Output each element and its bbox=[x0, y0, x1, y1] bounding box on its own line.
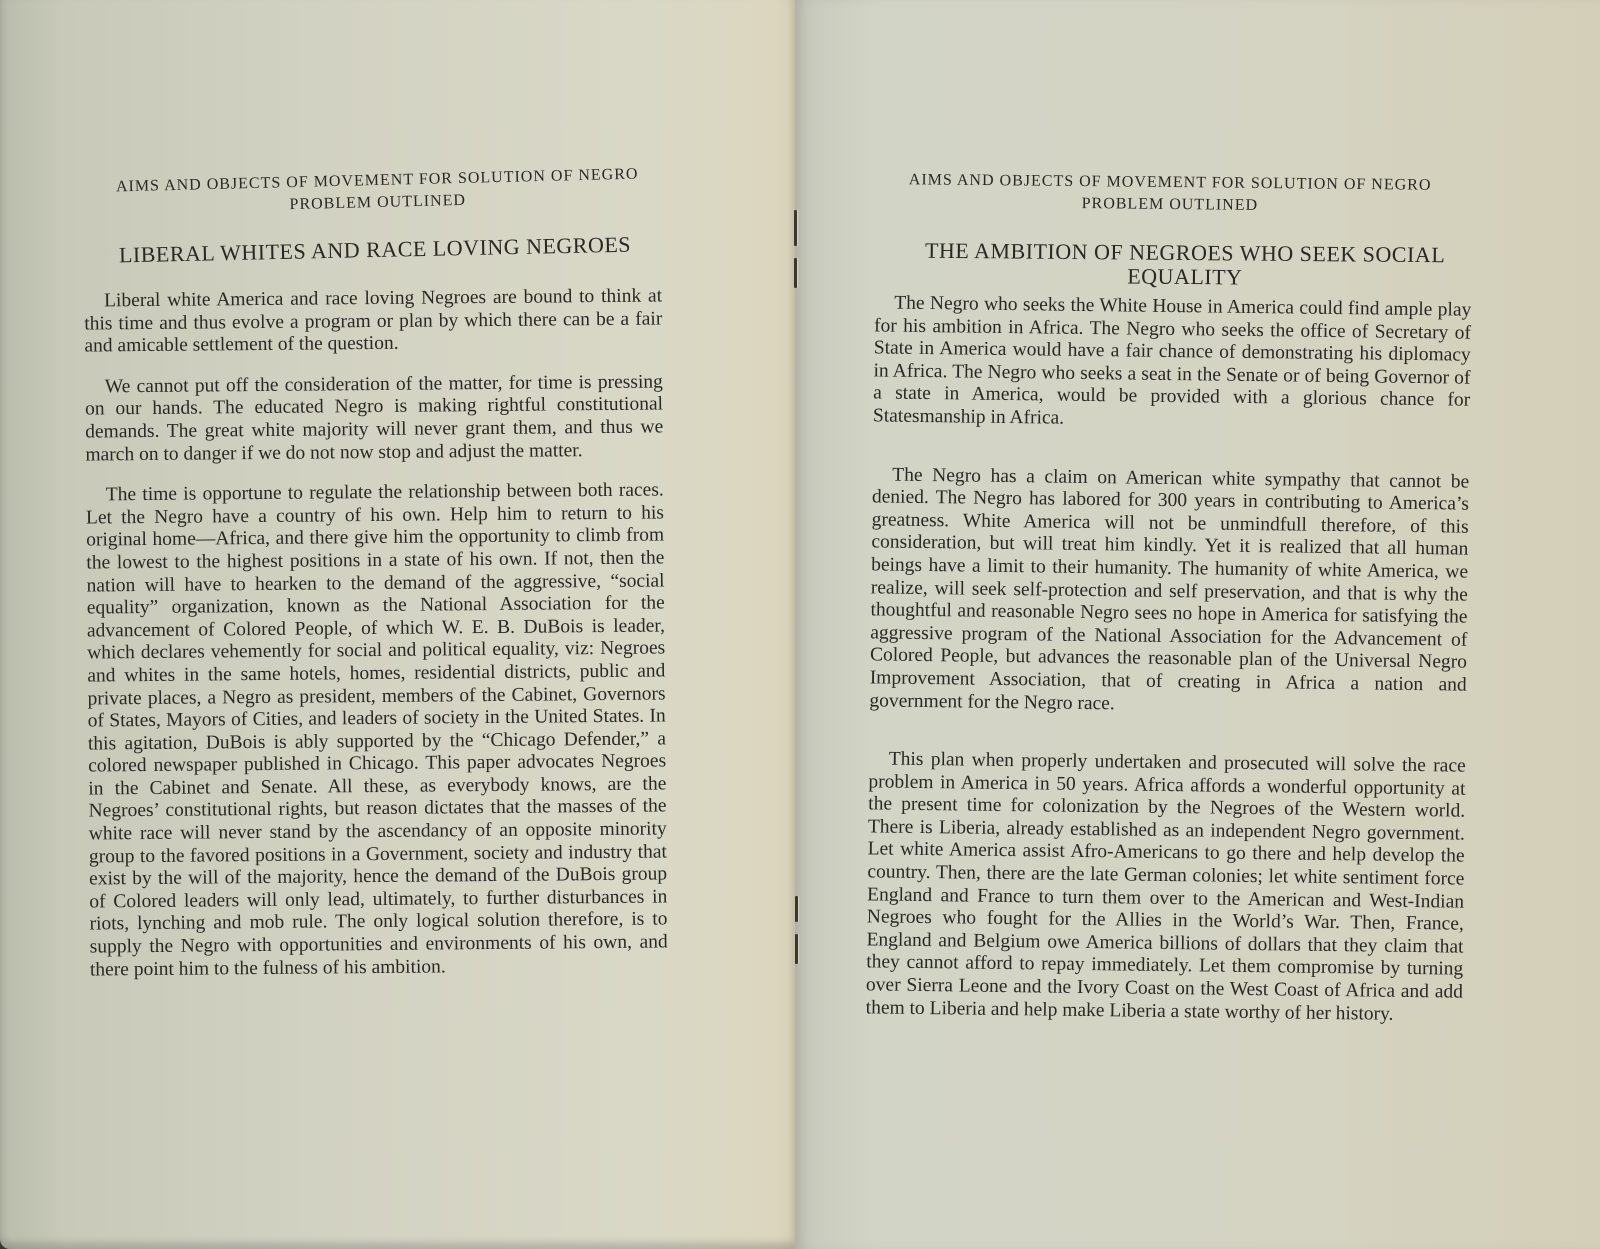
paragraph: The Negro who seeks the White House in America could find ample play for his ambition in Africa. The Negro who seeks the office of Secretary of State in America would have a fair chance of demonstrating his diplomacy in Africa. The Negro who seeks a seat in the Senate or of being Governor of a state in America, would be provided with a glorious chance for Statesmanship in Africa. bbox=[872, 292, 1472, 429]
running-head: AIMS AND OBJECTS OF MOVEMENT FOR SOLUTION OF NEGRO PROBLEM OUTLINED bbox=[908, 171, 1432, 214]
paragraph: This plan when properly undertaken and prosecuted will solve the race problem in America in 50 years. Africa affords a wonderful opportunity at the present time for colonization by the Negroes of the Western world. There is Liberia, already established as an independent Negro government. Let white America assist Afro-Americans to go there and help develop the country. Then, there are the late German colonies; let white sentiment force England and France to turn them over to the American and West-Indian Negroes who fought for the Allies in the World’s War. Then, France, England and Belgium owe America billions of dollars that they claim that they cannot afford to repay immediately. Let them compromise by turning over Sierra Leone and the Ivory Coast on the West Coast of Africa and add them to Liberia and help make Liberia a state worthy of her history. bbox=[865, 748, 1466, 1025]
paragraph: The time is opportune to regulate the relationship between both races. Let the Negro have a country of his own. Help him to return to his original home—Africa, and there give him the opportunity to climb from the lowest to the highest positions in a state of his own. If not, then the nation will have to hearken to the demand of the aggressive, “social equality” organization, known as the National Association for the advancement of Colored People, of which W. E. B. DuBois is leader, which declares vehemently for social and political equality, viz: Negroes and whites in the same hotels, homes, residential districts, public and private places, a Negro as president, members of the Cabinet, Governors of States, Mayors of Cities, and leaders of society in the United States. In this agitation, DuBois is ably supported by the “Chicago Defender,” a colored newspaper published in Chicago. This paper advocates Negroes in the Cabinet and Senate. All these, as everybody knows, are the Negroes’ constitutional rights, but reason dictates that the masses of the white race will never stand by the ascendancy of an opposite minority group to the favored positions in a Government, society and industry that exist by the will of the majority, hence the demand of the DuBois group of Colored leaders will only lead, ultimately, to further disturbances in riots, lynching and mob rule. The only logical solution therefore, is to supply the Negro with opportunities and environments of his own, and there point him to the fulness of his ambition. bbox=[85, 479, 668, 981]
section-title: LIBERAL WHITES AND RACE LOVING NEGROES bbox=[118, 231, 632, 268]
section-title: THE AMBITION OF NEGROES WHO SEEK SOCIAL EQUALITY bbox=[924, 237, 1446, 290]
body-text bbox=[866, 292, 1472, 1026]
running-head: AIMS AND OBJECTS OF MOVEMENT FOR SOLUTION OF NEGRO PROBLEM OUTLINED bbox=[115, 165, 639, 214]
staple-top-lower bbox=[794, 258, 797, 288]
paragraph: We cannot put off the consideration of the matter, for time is pressing on our hands. The educated Negro is making rightful constitutional demands. The great white majority will never grant them, and thus we march on to danger if we do not now stop and adjust the matter. bbox=[84, 371, 664, 466]
staple-top-upper bbox=[794, 210, 797, 246]
right-page bbox=[795, 0, 1600, 1249]
left-page bbox=[0, 0, 795, 1249]
body-text bbox=[84, 285, 668, 981]
paragraph: The Negro has a claim on American white sympathy that cannot be denied. The Negro has labored for 300 years in contributing to America’s greatness. White America will not be unmindfull therefore, of this consideration, but will treat him kindly. Yet it is realized that all human beings have a limit to their humanity. The humanity of white America, we realize, will seek self-protection and self preservation, and that is why the thoughtful and reasonable Negro sees no hope in America for satisfying the aggressive program of the National Association for the Advancement of Colored People, but advances the reasonable plan of the Universal Negro Improvement Association, that of creating in Africa a nation and government for the Negro race. bbox=[869, 464, 1470, 714]
paragraph: Liberal white America and race loving Negroes are bound to think at this time and thus evolve a program or plan by which there can be a fair and amicable settlement of the question. bbox=[84, 285, 663, 357]
staple-bottom-lower bbox=[795, 934, 798, 964]
staple-bottom-upper bbox=[795, 896, 798, 922]
